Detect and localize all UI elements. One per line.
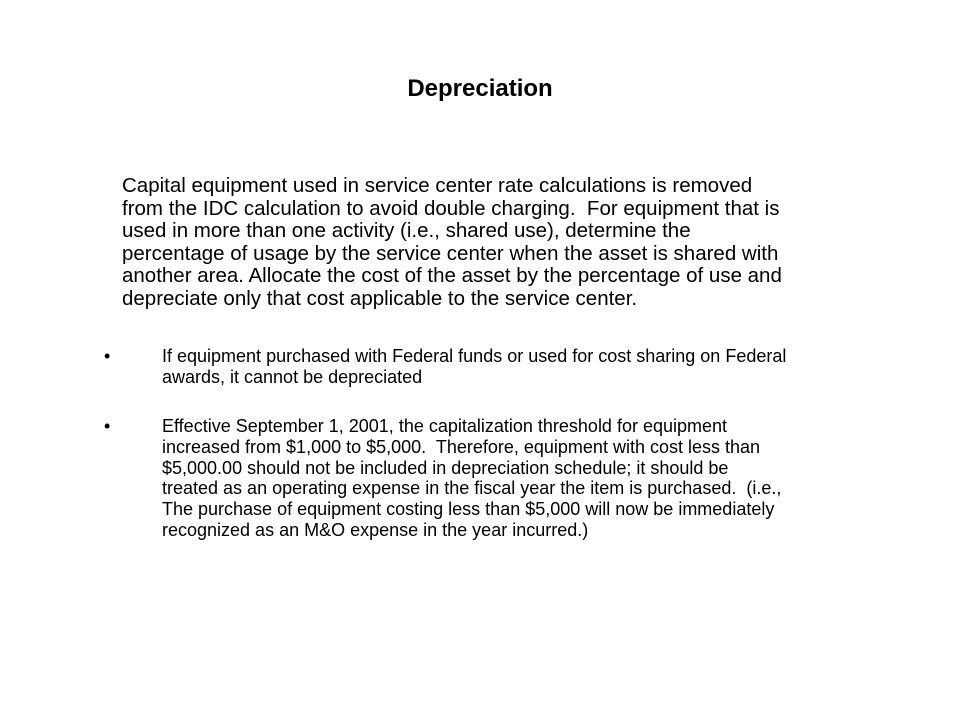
intro-line: Capital equipment used in service center rate calculations is removed: [122, 174, 753, 197]
intro-line: percentage of usage by the service center when the asset is shared with: [122, 241, 779, 265]
intro-line: depreciate only that cost applicable to the service center.: [122, 286, 638, 310]
slide-title: Depreciation: [407, 75, 553, 102]
bullet-line: If equipment purchased with Federal funds or used for cost sharing on Federal: [162, 346, 787, 366]
bullet-line: awards, it cannot be depreciated: [162, 366, 423, 387]
intro-line: from the IDC calculation to avoid double charging. For equipment that is: [122, 196, 780, 220]
bullet-line: increased from $1,000 to $5,000. Therefore, equipment with cost less than: [162, 436, 761, 457]
bullet-text: [162, 346, 944, 388]
bullet-item-capitalization-threshold: [104, 416, 944, 541]
intro-line: used in more than one activity (i.e., shared use), determine the: [122, 219, 691, 243]
bullet-line: The purchase of equipment costing less than $5,000 will now be immediately: [162, 499, 775, 520]
bullet-line: $5,000.00 should not be included in depreciation schedule; it should be: [162, 457, 729, 478]
bullet-line: treated as an operating expense in the fiscal year the item is purchased. (i.e.,: [162, 478, 782, 499]
intro-line: another area. Allocate the cost of the asset by the percentage of use and: [122, 264, 782, 288]
bullet-icon: •: [104, 346, 111, 366]
bullet-item-federal-funds: [104, 346, 944, 388]
bullet-line: recognized as an M&O expense in the year incurred.): [162, 519, 589, 540]
intro-paragraph: [122, 175, 942, 311]
bullet-line: Effective September 1, 2001, the capitalization threshold for equipment: [162, 416, 728, 436]
bullet-icon: •: [104, 416, 111, 436]
bullet-text: [162, 416, 944, 541]
